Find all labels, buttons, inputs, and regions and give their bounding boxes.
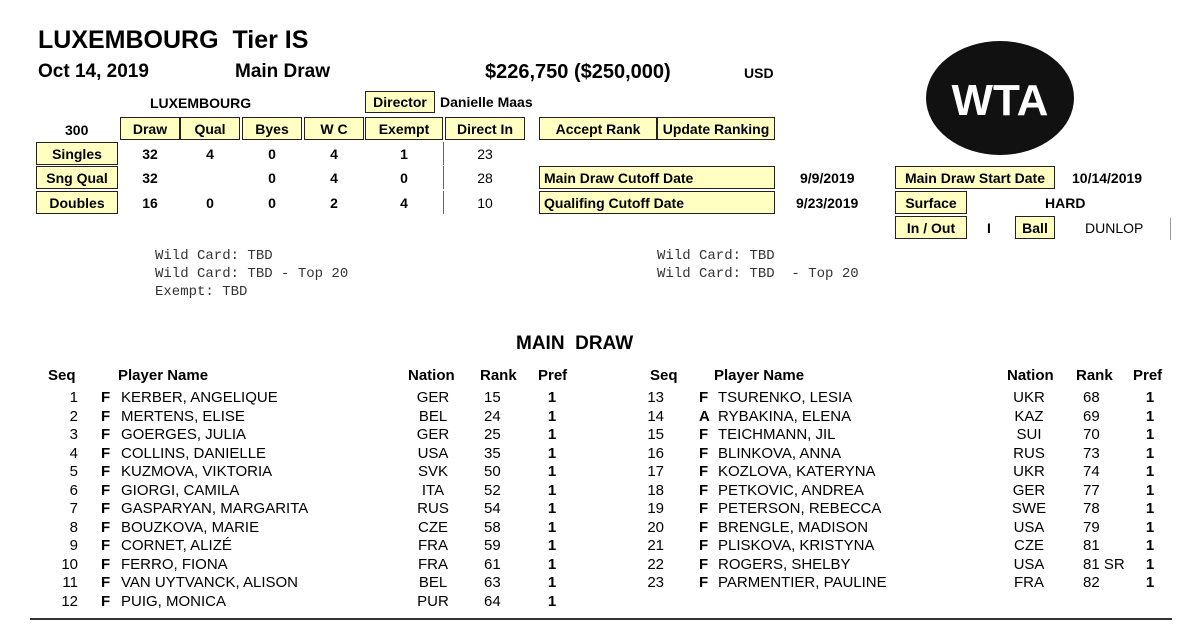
player-nation: BEL [418, 407, 448, 425]
player-entry-type: F [699, 481, 709, 499]
player-name: BRENGLE, MADISON [718, 518, 869, 536]
player-nation: FRA [1014, 574, 1044, 591]
player-pref: 1 [1145, 407, 1155, 425]
start-date-value: 10/14/2019 [1072, 170, 1143, 186]
player-entry-type: F [101, 444, 111, 462]
player-entry-type: F [699, 389, 709, 406]
player-rank: 52 [484, 481, 501, 499]
player-pref: 1 [547, 444, 557, 462]
player-seq: 16 [647, 444, 664, 462]
stat-qual-value: 4 [206, 146, 214, 162]
stat-wc-value: 2 [330, 195, 338, 211]
player-rank: 68 [1083, 389, 1100, 406]
header-pref-left: Pref [538, 367, 568, 384]
player-pref: 1 [1145, 426, 1155, 443]
stat-row-label: Doubles [36, 191, 118, 214]
start-date-label: Main Draw Start Date [895, 166, 1055, 189]
player-row[interactable] [0, 574, 1200, 592]
player-name: BLINKOVA, ANNA [718, 444, 842, 462]
player-pref: 1 [1145, 463, 1155, 480]
ball-label: Ball [1015, 216, 1055, 239]
player-rank: 77 [1083, 481, 1100, 499]
player-seq: 6 [69, 481, 78, 499]
player-pref: 1 [547, 537, 557, 554]
player-name: KUZMOVA, VIKTORIA [121, 463, 273, 480]
player-row[interactable] [0, 500, 1200, 518]
player-nation: GER [416, 426, 450, 443]
player-name: GASPARYAN, MARGARITA [121, 500, 309, 517]
player-pref: 1 [547, 463, 557, 480]
header-pref-right: Pref [1133, 367, 1163, 384]
player-pref: 1 [1145, 444, 1155, 462]
player-nation: GER [416, 389, 450, 406]
player-pref: 1 [547, 407, 557, 425]
player-seq: 17 [647, 463, 664, 480]
player-nation: CZE [1014, 537, 1044, 554]
player-seq: 8 [69, 518, 78, 536]
tournament-title: LUXEMBOURG Tier IS [38, 26, 309, 54]
player-seq: 13 [647, 389, 664, 406]
player-nation: SVK [417, 463, 448, 480]
player-entry-type: F [101, 407, 111, 425]
player-rank: 61 [484, 555, 501, 573]
player-seq: 12 [61, 592, 78, 610]
player-name: VAN UYTVANCK, ALISON [121, 574, 298, 591]
player-entry-type: F [699, 574, 709, 591]
player-rank: 81 [1083, 537, 1100, 554]
player-seq: 9 [69, 537, 78, 554]
player-nation: RUS [1013, 444, 1045, 462]
player-rank: 78 [1083, 500, 1100, 517]
stat-exempt-value: 4 [400, 195, 408, 211]
player-pref: 1 [547, 574, 557, 591]
player-nation: GER [1012, 481, 1046, 499]
player-seq: 10 [61, 555, 78, 573]
player-pref: 1 [1145, 481, 1155, 499]
header-player-left: Player Name [118, 367, 209, 384]
player-name: BOUZKOVA, MARIE [121, 518, 260, 536]
currency: USD [744, 65, 774, 81]
player-rank: 24 [484, 407, 501, 425]
player-nation: FRA [418, 555, 448, 573]
player-entry-type: F [101, 574, 111, 591]
player-pref: 1 [1145, 500, 1155, 517]
player-name: GIORGI, CAMILA [121, 481, 240, 499]
player-pref: 1 [1145, 555, 1155, 573]
player-pref: 1 [547, 426, 557, 443]
note-right-1: Wild Card: TBD [657, 248, 775, 264]
note-left-1: Wild Card: TBD [155, 248, 273, 264]
ball-divider [1170, 218, 1171, 240]
inout-value: I [987, 220, 991, 236]
player-entry-type: F [699, 500, 709, 517]
player-name: PETERSON, REBECCA [718, 500, 882, 517]
player-nation: PUR [417, 592, 449, 610]
player-seq: 5 [69, 463, 78, 480]
ball-value: DUNLOP [1085, 220, 1144, 236]
player-nation: FRA [418, 537, 448, 554]
player-pref: 1 [1145, 518, 1155, 536]
player-name: MERTENS, ELISE [121, 407, 245, 425]
header-seq-right: Seq [650, 367, 678, 384]
player-entry-type: F [101, 537, 111, 554]
player-seq: 4 [69, 444, 78, 462]
bottom-rule [30, 618, 1172, 620]
note-right-2: Wild Card: TBD - Top 20 [657, 266, 859, 282]
stat-divider [443, 191, 444, 214]
main-cutoff-label: Main Draw Cutoff Date [539, 166, 775, 189]
player-nation: USA [417, 444, 449, 462]
player-entry-type: A [699, 407, 710, 425]
inout-label: In / Out [895, 216, 967, 239]
player-pref: 1 [547, 389, 557, 406]
stat-exempt-value: 1 [400, 146, 408, 162]
player-rank: 70 [1083, 426, 1100, 443]
stat-wc-value: 4 [330, 170, 338, 186]
player-seq: 14 [647, 407, 664, 425]
player-rank: 15 [484, 389, 501, 406]
stat-header-draw: Draw [120, 117, 180, 140]
qual-cutoff-label: Qualifing Cutoff Date [539, 191, 775, 214]
player-rank: 58 [484, 518, 501, 536]
stat-divider [443, 166, 444, 189]
player-pref: 1 [547, 592, 557, 610]
player-name: PUIG, MONICA [121, 592, 227, 610]
player-seq: 2 [69, 407, 78, 425]
player-pref: 1 [1145, 389, 1155, 406]
player-rank: 73 [1083, 444, 1100, 462]
player-name: PETKOVIC, ANDREA [718, 481, 864, 499]
player-pref: 1 [1145, 574, 1155, 591]
stat-byes-value: 0 [268, 170, 276, 186]
player-name: RYBAKINA, ELENA [718, 407, 852, 425]
player-nation: SUI [1016, 426, 1042, 443]
player-seq: 11 [62, 574, 78, 591]
player-nation: USA [1013, 555, 1045, 573]
player-seq: 7 [69, 500, 78, 517]
player-entry-type: F [101, 518, 111, 536]
stat-draw-value: 16 [142, 195, 158, 211]
player-row[interactable] [0, 389, 1200, 407]
player-seq: 23 [647, 574, 664, 591]
surface-label: Surface [895, 191, 967, 214]
surface-value: HARD [1045, 195, 1086, 211]
stat-header-direct: Direct In [445, 117, 525, 140]
wta-logo [925, 40, 1075, 156]
stat-draw-value: 32 [142, 170, 158, 186]
player-entry-type: F [699, 444, 709, 462]
stat-byes-value: 0 [268, 146, 276, 162]
stat-wc-value: 4 [330, 146, 338, 162]
player-nation: KAZ [1014, 407, 1044, 425]
player-rank: 35 [484, 444, 501, 462]
player-nation: SWE [1011, 500, 1047, 517]
player-entry-type: F [101, 426, 111, 443]
stat-header-exempt: Exempt [365, 117, 443, 140]
header-rank-left: Rank [480, 367, 517, 384]
player-pref: 1 [547, 500, 557, 517]
stat-direct-value: 28 [477, 170, 493, 186]
accept-rank-button[interactable]: Accept Rank [539, 117, 657, 140]
player-seq: 18 [647, 481, 664, 499]
player-entry-type: F [699, 555, 709, 573]
points-value: 300 [65, 122, 89, 138]
player-rank: 50 [484, 463, 501, 480]
stat-byes-value: 0 [268, 195, 276, 211]
player-nation: UKR [1013, 463, 1045, 480]
player-seq: 21 [647, 537, 664, 554]
player-name: CORNET, ALIZÉ [121, 537, 232, 554]
player-name: ROGERS, SHELBY [718, 555, 851, 573]
stat-header-wc: W C [304, 117, 364, 140]
note-left-2: Wild Card: TBD - Top 20 [155, 266, 349, 282]
player-nation: CZE [418, 518, 448, 536]
stat-row-label: Singles [36, 142, 118, 165]
prize-money: $226,750 ($250,000) [485, 61, 671, 83]
player-name: KERBER, ANGELIQUE [121, 389, 278, 406]
stat-direct-value: 10 [477, 195, 493, 211]
city: LUXEMBOURG [150, 95, 252, 111]
wta-logo-text: WTA [951, 76, 1049, 125]
player-entry-type: F [699, 518, 709, 536]
player-rank: 54 [484, 500, 501, 517]
main-cutoff-value: 9/9/2019 [800, 170, 855, 186]
qual-cutoff-value: 9/23/2019 [796, 195, 859, 211]
player-row[interactable] [0, 445, 1200, 463]
player-entry-type: F [101, 592, 111, 610]
stat-exempt-value: 0 [400, 170, 408, 186]
player-entry-type: F [699, 463, 709, 480]
player-row[interactable] [0, 463, 1200, 481]
player-name: PARMENTIER, PAULINE [718, 574, 887, 591]
header-rank-right: Rank [1076, 367, 1113, 384]
player-pref: 1 [547, 481, 557, 499]
stat-header-qual: Qual [180, 117, 240, 140]
player-nation: BEL [418, 574, 448, 591]
stat-draw-value: 32 [142, 146, 158, 162]
player-rank: 82 [1083, 574, 1100, 591]
player-entry-type: F [101, 500, 111, 517]
player-name: TEICHMANN, JIL [718, 426, 836, 443]
player-rank: 63 [484, 574, 501, 591]
player-name: COLLINS, DANIELLE [121, 444, 267, 462]
player-seq: 1 [69, 389, 78, 406]
player-rank: 64 [484, 592, 501, 610]
player-entry-type: F [101, 389, 111, 406]
player-rank: 59 [484, 537, 501, 554]
update-ranking-button[interactable]: Update Ranking [657, 117, 775, 140]
player-row[interactable] [0, 519, 1200, 537]
player-seq: 19 [647, 500, 664, 517]
player-pref: 1 [1145, 537, 1155, 554]
player-seq: 22 [647, 555, 664, 573]
player-name: PLISKOVA, KRISTYNA [718, 537, 875, 554]
stat-header-byes: Byes [242, 117, 302, 140]
player-row[interactable] [0, 408, 1200, 426]
player-entry-type: F [101, 481, 111, 499]
player-entry-type: F [699, 426, 709, 443]
director-label: Director [365, 91, 435, 113]
header-seq-left: Seq [48, 367, 76, 384]
player-row[interactable] [0, 426, 1200, 444]
player-entry-type: F [101, 463, 111, 480]
player-seq: 15 [647, 426, 664, 443]
player-row[interactable] [0, 556, 1200, 574]
player-nation: UKR [1013, 389, 1045, 406]
stat-direct-value: 23 [477, 146, 493, 162]
stat-qual-value: 0 [206, 195, 214, 211]
player-name: GOERGES, JULIA [121, 426, 247, 443]
player-nation: RUS [417, 500, 449, 517]
director-name: Danielle Maas [440, 94, 533, 110]
player-rank: 25 [484, 426, 501, 443]
player-row[interactable] [0, 537, 1200, 555]
player-name: FERRO, FIONA [121, 555, 228, 573]
player-pref: 1 [547, 555, 557, 573]
tournament-date: Oct 14, 2019 [38, 61, 149, 82]
player-entry-type: F [699, 537, 709, 554]
stat-row-label: Sng Qual [36, 166, 118, 189]
player-rank: 69 [1083, 407, 1100, 425]
header-player-right: Player Name [714, 367, 805, 384]
player-nation: USA [1013, 518, 1045, 536]
player-row[interactable] [0, 593, 1200, 611]
player-seq: 20 [647, 518, 664, 536]
player-rank: 81 SR [1083, 555, 1125, 573]
player-entry-type: F [101, 555, 111, 573]
stat-divider [443, 142, 444, 165]
draw-type: Main Draw [235, 61, 331, 82]
header-nation-right: Nation [1007, 367, 1054, 384]
section-title: MAIN DRAW [516, 333, 634, 354]
player-pref: 1 [547, 518, 557, 536]
player-name: TSURENKO, LESIA [718, 389, 853, 406]
player-nation: ITA [421, 481, 445, 499]
player-rank: 74 [1083, 463, 1100, 480]
note-left-3: Exempt: TBD [155, 284, 248, 300]
player-seq: 3 [69, 426, 78, 443]
header-nation-left: Nation [408, 367, 455, 384]
player-row[interactable] [0, 482, 1200, 500]
player-rank: 79 [1083, 518, 1100, 536]
player-name: KOZLOVA, KATERYNA [718, 463, 876, 480]
